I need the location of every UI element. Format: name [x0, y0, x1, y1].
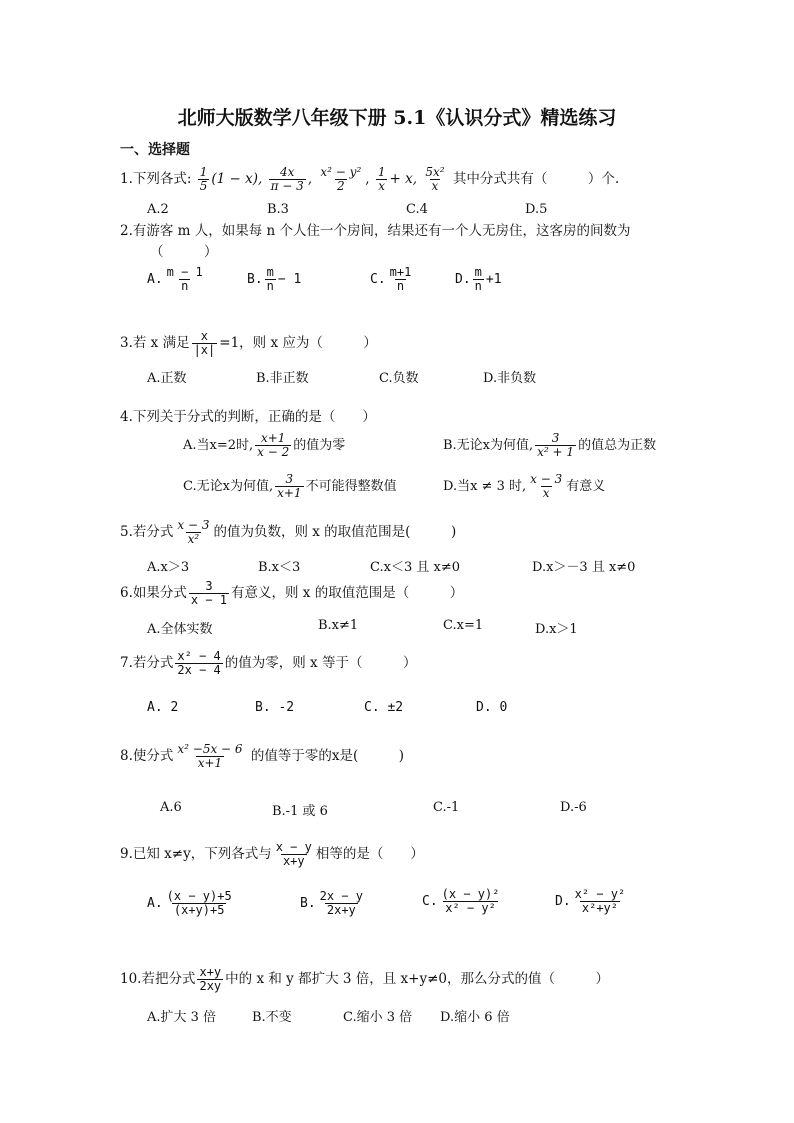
q9-option-b: B. $\frac{2x - y}{2x+y}$ — [300, 889, 364, 918]
q1-expr3: $\frac{\text{x² − y²}}{2}$ — [320, 165, 362, 194]
q2-option-a: A. $\frac{m - 1}{n}$ — [147, 265, 203, 294]
q8-option-a: A.6 — [160, 800, 182, 815]
q2-option-d: D. $\frac{m}{n}$ +1 — [455, 265, 502, 294]
q6-option-b: B.x≠1 — [318, 618, 359, 633]
question-6: 6.如果分式 $\frac{3}{x - 1}$ 有意义，则 x 的取值范围是（ ） — [120, 579, 464, 608]
q2-option-c: C. $\frac{m+1}{n}$ — [370, 265, 412, 294]
q6-option-c: C.x=1 — [443, 618, 484, 633]
question-5: 5.若分式 $\frac{x - 3}{\text{x²}}$ 的值为负数，则 x 的取值范围是( ) — [120, 518, 457, 547]
q1-expr2: $\frac{4x}{\pi - 3}$ — [270, 165, 304, 194]
q1-option-d: D.5 — [525, 202, 548, 217]
q1-option-b: B.3 — [267, 202, 289, 217]
q5-option-c: C.x＜3 且 x≠0 — [370, 560, 460, 575]
q7-option-c: C. ±2 — [364, 700, 404, 715]
q5-option-b: B.x＜3 — [258, 560, 301, 575]
q10-option-c: C.缩小 3 倍 — [343, 1010, 413, 1025]
q3-option-a: A.正数 — [147, 371, 187, 386]
q1-expr4: $\frac{1}{x}$ — [377, 165, 386, 194]
question-9: 9.已知 x≠y，下列各式与 $\frac{x - y}{x+y}$ 相等的是（ ） — [120, 840, 424, 869]
q3-option-d: D.非负数 — [483, 371, 537, 386]
q1-suffix: 其中分式共有（ ）个. — [452, 171, 620, 188]
q4-option-b: B.无论x为何值, $\frac{3}{\text{x² + 1}}$ 的值总为正数 — [443, 431, 657, 460]
q8-option-b: B.-1 或 6 — [272, 804, 328, 819]
q4-option-a: A.当x=2时, $\frac{x+1}{x - 2}$ 的值为零 — [183, 431, 346, 460]
q8-option-c: C.-1 — [433, 800, 460, 815]
section-heading: 一、选择题 — [120, 142, 190, 158]
q3-option-c: C.负数 — [379, 371, 419, 386]
question-2: 2.有游客 m 人，如果每 n 个人住一个房间，结果还有一个人无房住，这客房的间数为 — [120, 223, 631, 239]
question-8: 8.使分式 $\frac{\text{x² −5x − 6}}{x+1}$ 的值等于零的x是( ) — [120, 742, 405, 771]
q9-option-c: C. $\frac{\text{(x − y)²}}{\text{x² − y²}}$ — [422, 887, 500, 916]
page-title: 北师大版数学八年级下册 5.1《认识分式》精选练习 — [177, 107, 617, 129]
question-1: 1.下列各式: $\frac{1}{5}$ (1 − x), $\frac{4x}{\pi - 3}$ , $\frac{\text{x² − y²}}{2}$ , $\frac{1}{x}$ + x, $\frac{\text{5x²}}{x}$ 其中分式共有（ ）个. — [120, 165, 620, 194]
q6-option-a: A.全体实数 — [147, 622, 213, 637]
q1-option-c: C.4 — [406, 202, 428, 217]
q4-option-d: D.当x ≠ 3 时, $\frac{x - 3}{x}$ 有意义 — [443, 472, 606, 501]
q4-option-c: C.无论x为何值, $\frac{3}{x+1}$ 不可能得整数值 — [183, 472, 397, 501]
q10-option-b: B.不变 — [252, 1010, 292, 1025]
q1-expr5: $\frac{\text{5x²}}{x}$ — [425, 165, 445, 194]
q1-expr1: $\frac{1}{5}$ — [199, 165, 208, 194]
q7-option-b: B. -2 — [255, 700, 295, 715]
q1-prefix: 1.下列各式: — [120, 171, 192, 188]
q5-option-d: D.x＞－3 且 x≠0 — [532, 560, 636, 575]
q5-option-a: A.x＞3 — [147, 560, 190, 575]
question-7: 7.若分式 $\frac{\text{x² − 4}}{2x - 4}$ 的值为零，则 x 等于（ ） — [120, 649, 417, 678]
q7-option-a: A. 2 — [147, 700, 179, 715]
question-4: 4.下列关于分式的判断，正确的是（ ） — [120, 409, 376, 425]
q9-option-d: D. $\frac{\text{x² − y²}}{\text{x²+y²}}$ — [555, 887, 626, 916]
q10-option-a: A.扩大 3 倍 — [147, 1010, 217, 1025]
q2-option-b: B. $\frac{m}{n}$ − 1 — [247, 265, 302, 294]
q3-option-b: B.非正数 — [256, 371, 309, 386]
q2-blank: （ ） — [150, 244, 218, 260]
q1-option-a: A.2 — [147, 202, 169, 217]
q7-option-d: D. 0 — [476, 700, 508, 715]
q8-option-d: D.-6 — [560, 800, 587, 815]
q10-option-d: D.缩小 6 倍 — [440, 1010, 510, 1025]
q9-option-a: A. $\frac{(x - y)+5}{(x+y)+5}$ — [147, 889, 232, 918]
question-10: 10.若把分式 $\frac{x+y}{2xy}$ 中的 x 和 y 都扩大 3 倍，且 x+y≠0，那么分式的值（ ） — [120, 965, 609, 994]
q6-option-d: D.x＞1 — [535, 622, 578, 637]
question-3: 3.若 x 满足 $\frac{x}{|x|}$ =1，则 x 应为（ ） — [120, 329, 377, 358]
